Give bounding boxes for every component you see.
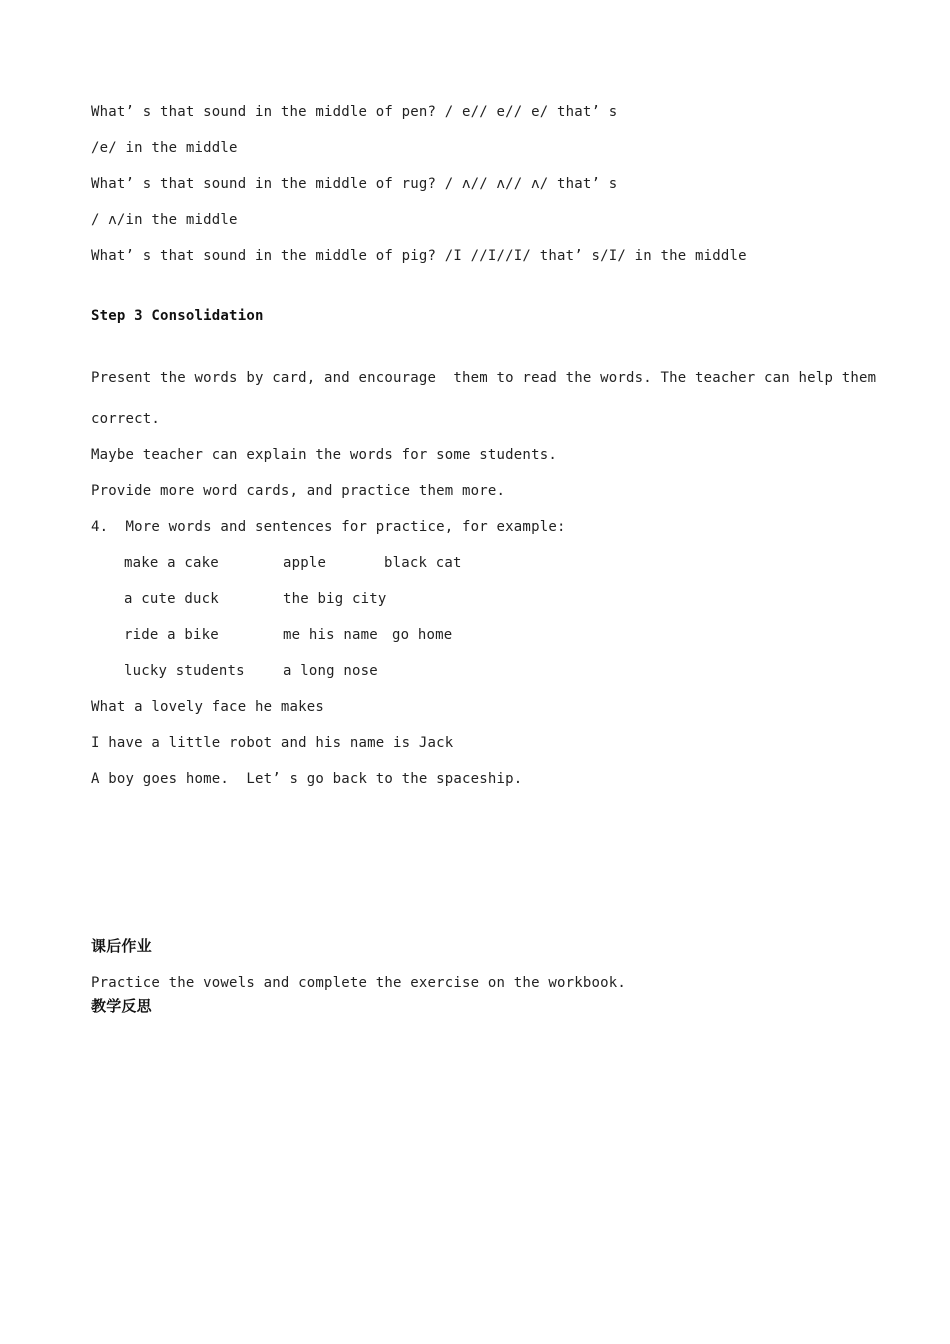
consolidation-para1-line1: Present the words by card, and encourage them to read the words. The teacher can help them <box>91 370 877 386</box>
step3-heading: Step 3 Consolidation <box>91 308 264 324</box>
word-cell: the big city <box>283 591 387 607</box>
homework-text: Practice the vowels and complete the exercise on the workbook. <box>91 975 626 991</box>
reflection-heading: 教学反思 <box>91 997 152 1015</box>
consolidation-para3: Provide more word cards, and practice them more. <box>91 483 506 499</box>
phonics-line-1: What’ s that sound in the middle of pen? / e// e// e/ that’ s <box>91 104 618 120</box>
phonics-line-3: What’ s that sound in the middle of rug? / ʌ// ʌ// ʌ/ that’ s <box>91 176 618 192</box>
phonics-line-5: What’ s that sound in the middle of pig? /I //I//I/ that’ s/I/ in the middle <box>91 248 747 264</box>
word-cell: black cat <box>384 555 462 571</box>
consolidation-para2: Maybe teacher can explain the words for some students. <box>91 447 557 463</box>
word-cell: me his name <box>283 627 378 643</box>
consolidation-para1-line2: correct. <box>91 411 161 427</box>
word-cell: a long nose <box>283 663 378 679</box>
sentence-1: What a lovely face he makes <box>91 699 324 715</box>
word-cell: go home <box>392 627 453 643</box>
word-cell: lucky students <box>124 663 245 679</box>
phonics-line-4: / ʌ/in the middle <box>91 212 238 228</box>
word-cell: make a cake <box>124 555 219 571</box>
phonics-line-2: /e/ in the middle <box>91 140 238 156</box>
word-cell: ride a bike <box>124 627 219 643</box>
sentence-3: A boy goes home. Let’ s go back to the spaceship. <box>91 771 523 787</box>
word-cell: a cute duck <box>124 591 219 607</box>
homework-heading: 课后作业 <box>91 937 152 955</box>
word-cell: apple <box>283 555 327 571</box>
consolidation-item-4: 4. More words and sentences for practice, for example: <box>91 519 566 535</box>
sentence-2: I have a little robot and his name is Jack <box>91 735 454 751</box>
